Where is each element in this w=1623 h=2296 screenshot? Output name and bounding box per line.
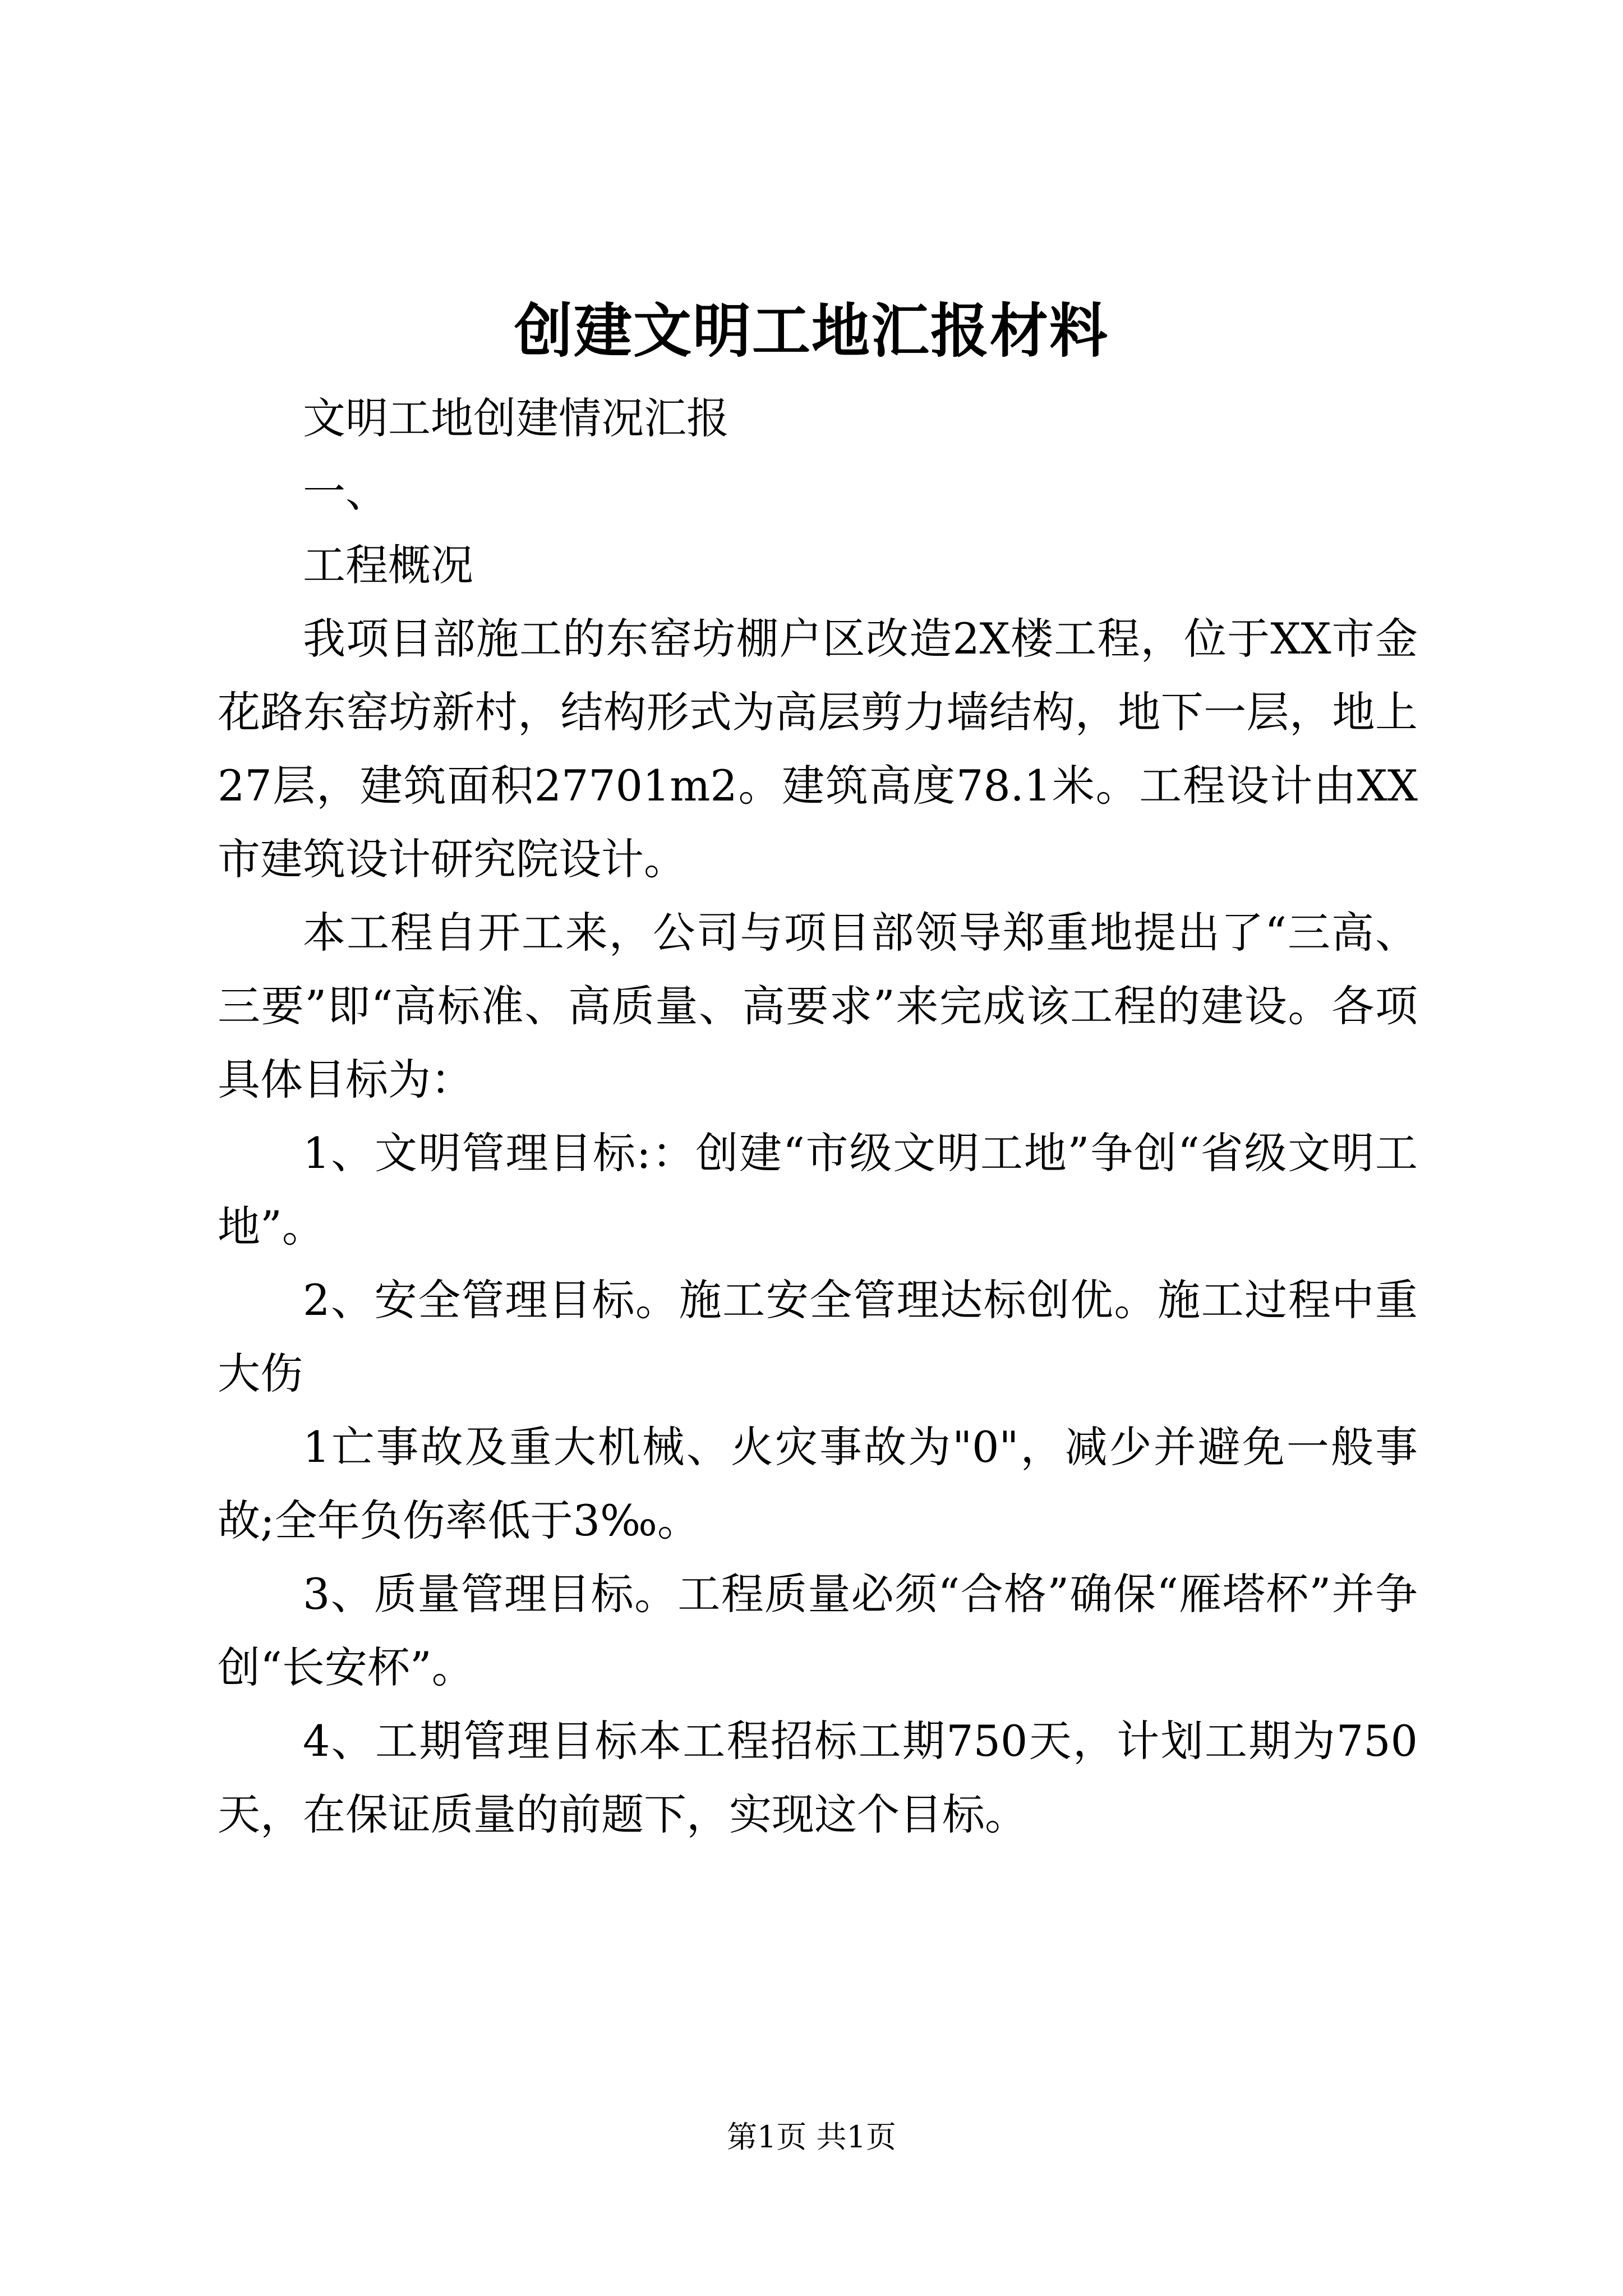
- paragraph: 2、安全管理目标。施工安全管理达标创优。施工过程中重大伤: [218, 1275, 1418, 1398]
- paragraph: 3、质量管理目标。工程质量必须“合格”确保“雁塔杯”并争创“长安杯”。: [218, 1569, 1418, 1692]
- paragraph: 文明工地创建情况汇报: [303, 393, 729, 443]
- paragraph: 4、工期管理目标本工程招标工期750天，计划工期为750天，在保证质量的前题下，实现这个目标。: [218, 1716, 1418, 1839]
- paragraph: 我项目部施工的东窑坊棚户区改造2X楼工程，位于XX市金花路东窑坊新村，结构形式为高层剪力墙结构，地下一层，地上27层，建筑面积27701m2。建筑高度78.1米。工程设计由XX市建筑设计研究院设计。: [218, 614, 1418, 884]
- paragraph: 1亡事故及重大机械、火灾事故为"0"，减少并避免一般事故;全年负伤率低于3‰。: [218, 1422, 1418, 1545]
- paragraph: 本工程自开工来，公司与项目部领导郑重地提出了“三高、三要”即“高标准、高质量、高要求”来完成该工程的建设。各项具体目标为：: [218, 908, 1418, 1105]
- paragraph: 工程概况: [303, 540, 473, 590]
- document-body: [218, 381, 1418, 1851]
- paragraph: 1、文明管理目标:：创建“市级文明工地”争创“省级文明工地”。: [218, 1128, 1418, 1251]
- document-title: 创建文明工地汇报材料: [514, 296, 1109, 365]
- page-footer: 第1页 共1页: [727, 2119, 896, 2155]
- paragraph: 一、: [303, 467, 388, 517]
